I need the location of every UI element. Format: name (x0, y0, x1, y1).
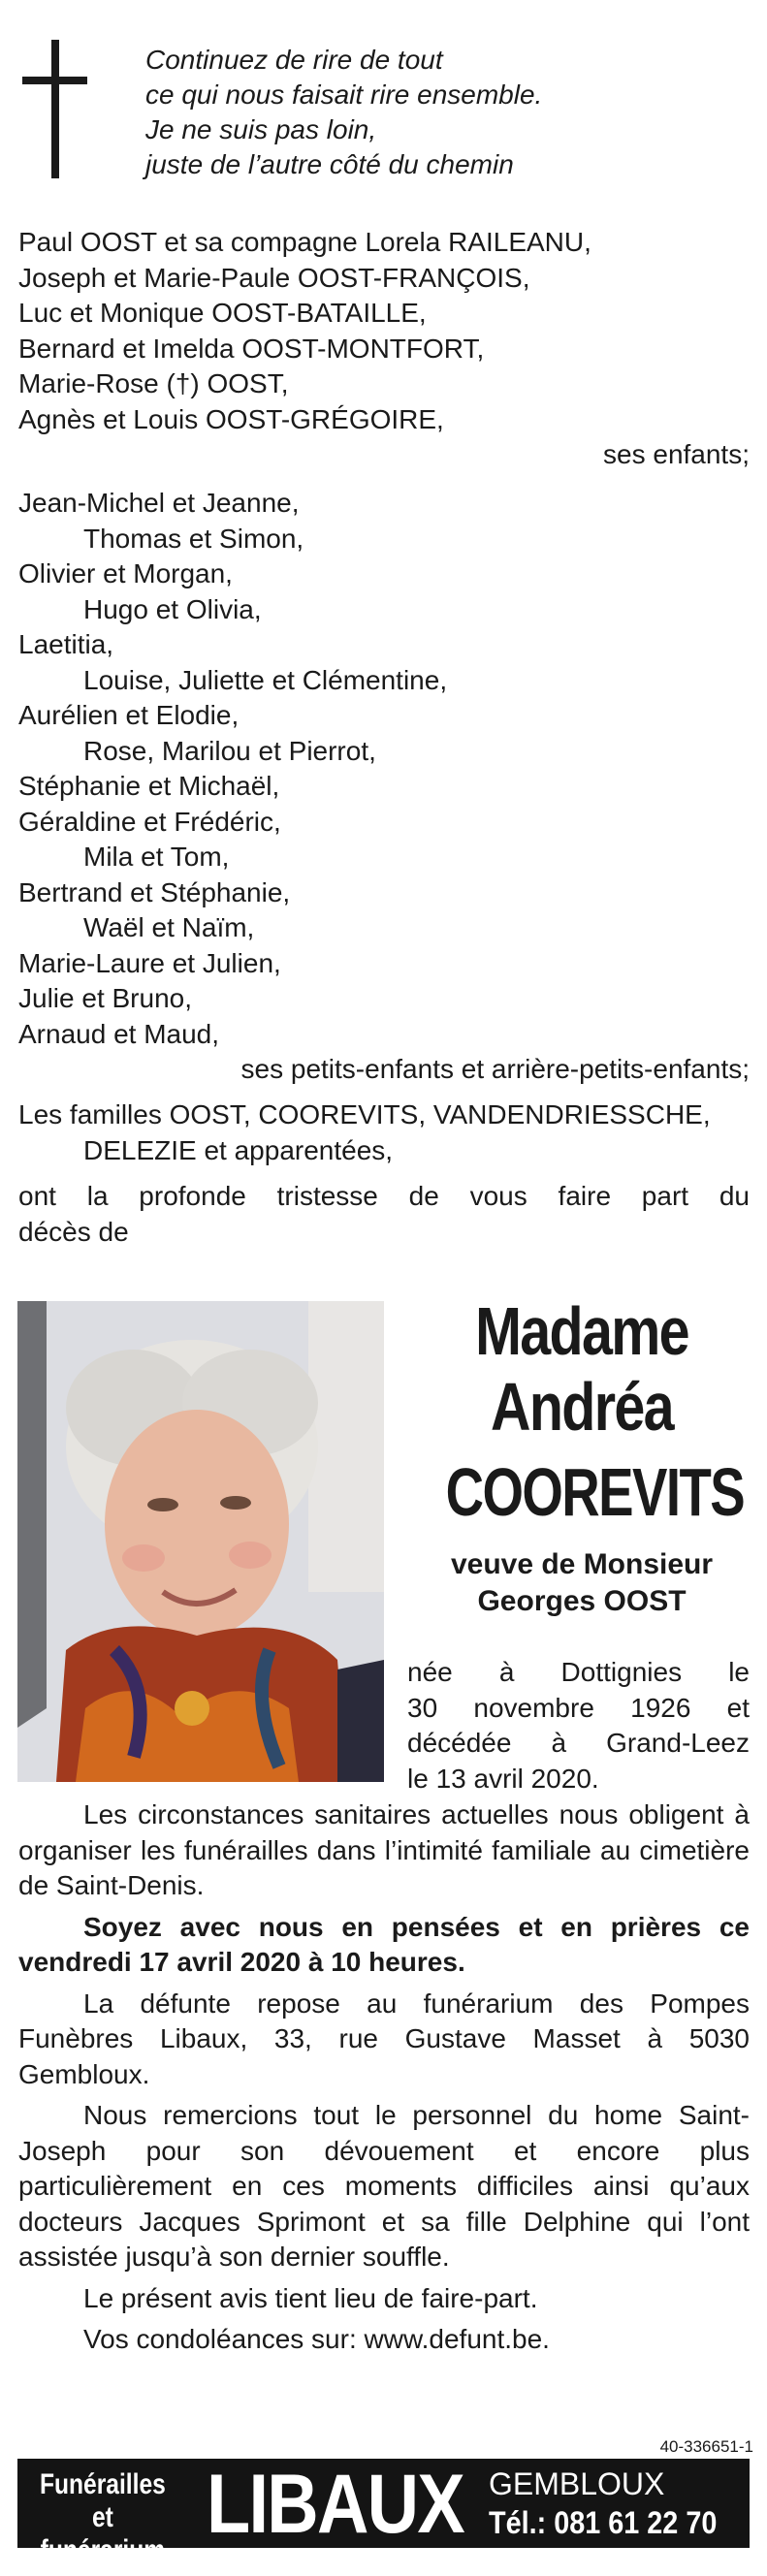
poem-line: Je ne suis pas loin, (145, 114, 377, 144)
poem-line: juste de l’autre côté du chemin (145, 149, 514, 179)
birth-line: née à Dottignies le (407, 1657, 750, 1687)
poem (145, 43, 542, 182)
footer-line: et funérarium (40, 2501, 166, 2566)
footer-services (27, 2468, 178, 2567)
poem-line: ce qui nous faisait rire ensemble. (145, 80, 543, 110)
funeral-home-footer (17, 2458, 750, 2566)
children-list (18, 225, 750, 473)
deceased-first-name: Andréa (491, 1369, 673, 1445)
announcement (18, 1179, 750, 1250)
ceremony-paragraph: Soyez avec nous en pensées et en prières ce vendredi 17 avril 2020 à 10 heures. (18, 1911, 750, 1977)
grandchild-line: Mila et Tom, (83, 842, 230, 872)
announcement-line: décès de (18, 1216, 129, 1247)
grandchild-line: Louise, Juliette et Clémentine, (83, 664, 448, 695)
child-line: Luc et Monique OOST-BATAILLE, (18, 298, 427, 328)
thanks-paragraph: Nous remercions tout le personnel du home Saint-Joseph pour son dévouement et encore plus particulièrement en ces moments difficiles ainsi qu’aux docteurs Jacques Sprimont et sa fille Delphine qui l’ont assistée jusqu’à son dernier souffle. (18, 2100, 750, 2272)
cross-vertical-bar (51, 40, 59, 178)
circumstances-paragraph: Les circonstances sanitaires actuelles nous obligent à organiser les funérailles dans l’intimité familiale au cimetière de Saint-Denis. (18, 1799, 750, 1900)
grandchild-line: Jean-Michel et Jeanne, (18, 488, 300, 518)
grandchildren-label: ses petits-enfants et arrière-petits-enfants; (240, 1054, 750, 1084)
grandchild-line: Stéphanie et Michaël, (18, 771, 280, 801)
portrait-image (17, 1301, 384, 1782)
grandchild-line: Olivier et Morgan, (18, 558, 233, 588)
grandchild-line: Marie-Laure et Julien, (18, 947, 281, 978)
grandchild-line: Bertrand et Stéphanie, (18, 876, 291, 907)
families-line: Les familles OOST, COOREVITS, VANDENDRIESSCHE, (18, 1099, 711, 1129)
grandchild-line: Laetitia, (18, 629, 114, 659)
grandchild-line: Hugo et Olivia, (83, 593, 262, 624)
announcement-line: ont la profonde tristesse de vous faire part du (18, 1181, 750, 1211)
grandchild-line: Rose, Marilou et Pierrot, (83, 735, 376, 766)
children-label: ses enfants; (603, 439, 750, 469)
deceased-title: Madame (475, 1293, 688, 1369)
child-line: Agnès et Louis OOST-GRÉGOIRE, (18, 403, 444, 434)
birth-death-info (407, 1655, 750, 1797)
footer-phone: Tél.: 081 61 22 70 (489, 2505, 718, 2540)
grandchild-line: Arnaud et Maud, (18, 1018, 220, 1049)
portrait-photo (17, 1301, 384, 1782)
widow-line: veuve de Monsieur (450, 1548, 714, 1580)
child-line: Paul OOST et sa compagne Lorela RAILEANU, (18, 227, 591, 257)
notice-paragraph: Le présent avis tient lieu de faire-part. (83, 2282, 538, 2313)
death-line: décédée à Grand-Leez (407, 1728, 750, 1758)
families-line: DELEZIE et apparentées, (83, 1134, 394, 1165)
cross-horizontal-bar (22, 77, 87, 84)
deceased-last-name: COOREVITS (445, 1454, 745, 1530)
footer-brand: LIBAUX (207, 2458, 463, 2551)
reference-number: 40-336651-1 (659, 2437, 753, 2456)
paragraphs (18, 1797, 750, 2358)
death-line: le 13 avril 2020. (407, 1763, 599, 1794)
child-line: Joseph et Marie-Paule OOST-FRANÇOIS, (18, 262, 530, 293)
poem-line: Continuez de rire de tout (145, 45, 443, 75)
child-line: Bernard et Imelda OOST-MONTFORT, (18, 333, 485, 364)
funeral-home-paragraph: La défunte repose au funérarium des Pompes Funèbres Libaux, 33, rue Gustave Masset à 5030 Gembloux. (18, 1988, 750, 2089)
families (18, 1097, 750, 1168)
grandchild-line: Géraldine et Frédéric, (18, 806, 281, 837)
child-line: Marie-Rose (†) OOST, (18, 368, 289, 398)
footer-line: Funérailles (39, 2468, 166, 2500)
footer-city: GEMBLOUX (489, 2466, 665, 2501)
grandchildren-list (18, 486, 750, 1088)
grandchild-line: Waël et Naïm, (83, 912, 255, 942)
birth-line: 30 novembre 1926 et (407, 1692, 750, 1723)
grandchild-line: Julie et Bruno, (18, 983, 192, 1013)
condolences-paragraph: Vos condoléances sur: www.defunt.be. (83, 2324, 550, 2354)
grandchild-line: Thomas et Simon, (83, 523, 304, 554)
grandchild-line: Aurélien et Elodie, (18, 700, 240, 730)
widow-line: Georges OOST (477, 1585, 687, 1617)
